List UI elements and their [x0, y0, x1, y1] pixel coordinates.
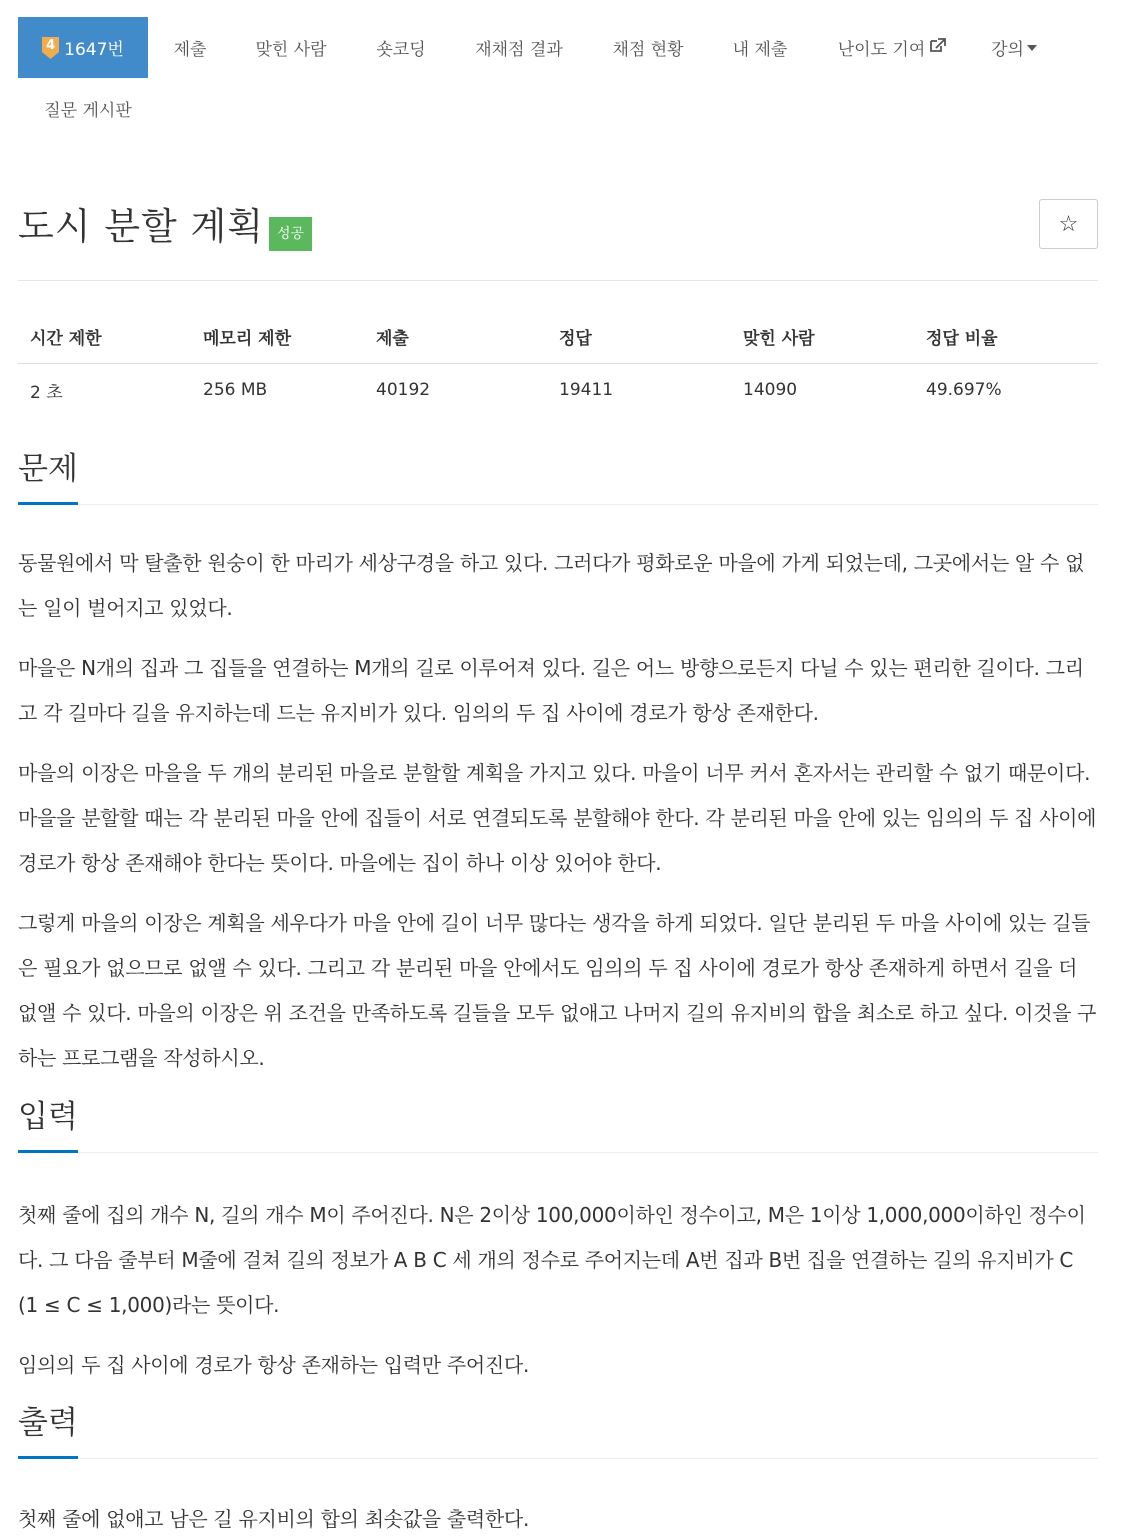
tab-my-submissions[interactable]: 내 제출 [732, 40, 788, 60]
tab-rejudge-results[interactable]: 재채점 결과 [475, 40, 563, 60]
input-paragraph: 첫째 줄에 집의 개수 N, 길의 개수 M이 주어진다. N은 2이상 100,000이하인 정수이고, M은 1이상 1,000,000이하인 정수이다. 그 다음 줄부터 M줄에 걸쳐 길의 정보가 A B C 세 개의 정수로 주어지는데 A번 집과 B번 집을 연결하는 길의 유지비가 C (1 ≤ C ≤ 1,000)라는 뜻이다. [18, 1203, 1086, 1317]
info-ratio: 49.697% [926, 380, 1002, 401]
caret-down-icon [1027, 45, 1037, 51]
tier-icon [42, 37, 59, 59]
output-title: 출력 [18, 1404, 78, 1459]
problem-menu-tabs [18, 17, 1098, 139]
info-accepted: 19411 [559, 380, 614, 401]
description-paragraph: 마을은 N개의 집과 그 집들을 연결하는 M개의 길로 이루어져 있다. 길은 어느 방향으로든지 다닐 수 있는 편리한 길이다. 그리고 각 길마다 길을 유지하는데 드는 유지비가 있다. 임의의 두 집 사이에 경로가 항상 존재한다. [18, 656, 1084, 725]
info-memory-limit: 256 MB [203, 380, 268, 401]
info-header-row [18, 310, 1098, 363]
tab-problem-label: 1647번 [64, 40, 124, 60]
info-header-accepted: 정답 [547, 310, 731, 363]
info-submissions: 40192 [376, 380, 431, 401]
info-solved-users: 14090 [743, 380, 798, 401]
description-paragraph: 그렇게 마을의 이장은 계획을 세우다가 마을 안에 길이 너무 많다는 생각을 하게 되었다. 일단 분리된 두 마을 사이에 있는 길들은 필요가 없으므로 없앨 수 있다. 그리고 각 분리된 마을 안에서도 임의의 두 집 사이에 경로가 항상 존재하게 하면서 길을 더 없앨 수 있다. 마을의 이장은 위 조건을 만족하도록 길들을 모두 없애고 나머지 길의 유지비의 합을 최소로 하고 싶다. 이것을 구하는 프로그램을 작성하시오. [18, 911, 1097, 1070]
tab-difficulty-label: 난이도 기여 [837, 40, 926, 60]
tab-submit[interactable]: 제출 [173, 40, 207, 60]
tab-difficulty-contribution[interactable] [810, 17, 974, 78]
output-paragraph: 첫째 줄에 없애고 남은 길 유지비의 합의 최솟값을 출력한다. [18, 1507, 529, 1531]
tier-label: 4 [46, 37, 56, 53]
problem-info-table [18, 310, 1098, 417]
tab-short-coding[interactable]: 숏코딩 [376, 40, 426, 60]
input-paragraph: 임의의 두 집 사이에 경로가 항상 존재하는 입력만 주어진다. [18, 1353, 529, 1377]
info-time-limit: 2 초 [30, 382, 63, 403]
external-link-icon [929, 38, 946, 58]
description-title: 문제 [18, 450, 78, 505]
input-section-header [18, 1098, 1098, 1153]
output-section-header [18, 1404, 1098, 1459]
title-divider [18, 280, 1098, 281]
tab-lectures-label: 강의 [991, 40, 1024, 60]
info-value-row [18, 363, 1098, 417]
info-header-ratio: 정답 비율 [914, 310, 1098, 363]
tab-problem[interactable] [18, 17, 148, 78]
tab-lectures[interactable] [974, 17, 1054, 78]
tab-judge-status[interactable]: 채점 현황 [612, 40, 684, 60]
description-paragraph: 마을의 이장은 마을을 두 개의 분리된 마을로 분할할 계획을 가지고 있다. 마을이 너무 커서 혼자서는 관리할 수 없기 때문이다. 마을을 분할할 때는 각 분리된 마을 안에 집들이 서로 연결되도록 분할해야 한다. 각 분리된 마을 안에 있는 임의의 두 집 사이에 경로가 항상 존재해야 한다는 뜻이다. 마을에는 집이 하나 이상 있어야 한다. [18, 761, 1097, 875]
status-badge: 성공 [269, 217, 312, 251]
info-header-submissions: 제출 [364, 310, 547, 363]
info-header-time-limit: 시간 제한 [18, 310, 191, 363]
tab-solved-users[interactable]: 맞힌 사람 [255, 40, 327, 60]
tab-qna-board[interactable]: 질문 게시판 [44, 101, 132, 121]
info-header-memory-limit: 메모리 제한 [191, 310, 364, 363]
description-section-header [18, 450, 1098, 505]
info-header-solved-users: 맞힌 사람 [731, 310, 914, 363]
problem-header [18, 196, 1098, 256]
favorite-star-button[interactable] [1039, 199, 1098, 249]
star-icon: ☆ [1058, 211, 1079, 236]
page-title: 도시 분할 계획 [18, 205, 264, 248]
input-title: 입력 [18, 1098, 78, 1153]
description-paragraph: 동물원에서 막 탈출한 원숭이 한 마리가 세상구경을 하고 있다. 그러다가 평화로운 마을에 가게 되었는데, 그곳에서는 알 수 없는 일이 벌어지고 있었다. [18, 551, 1085, 620]
